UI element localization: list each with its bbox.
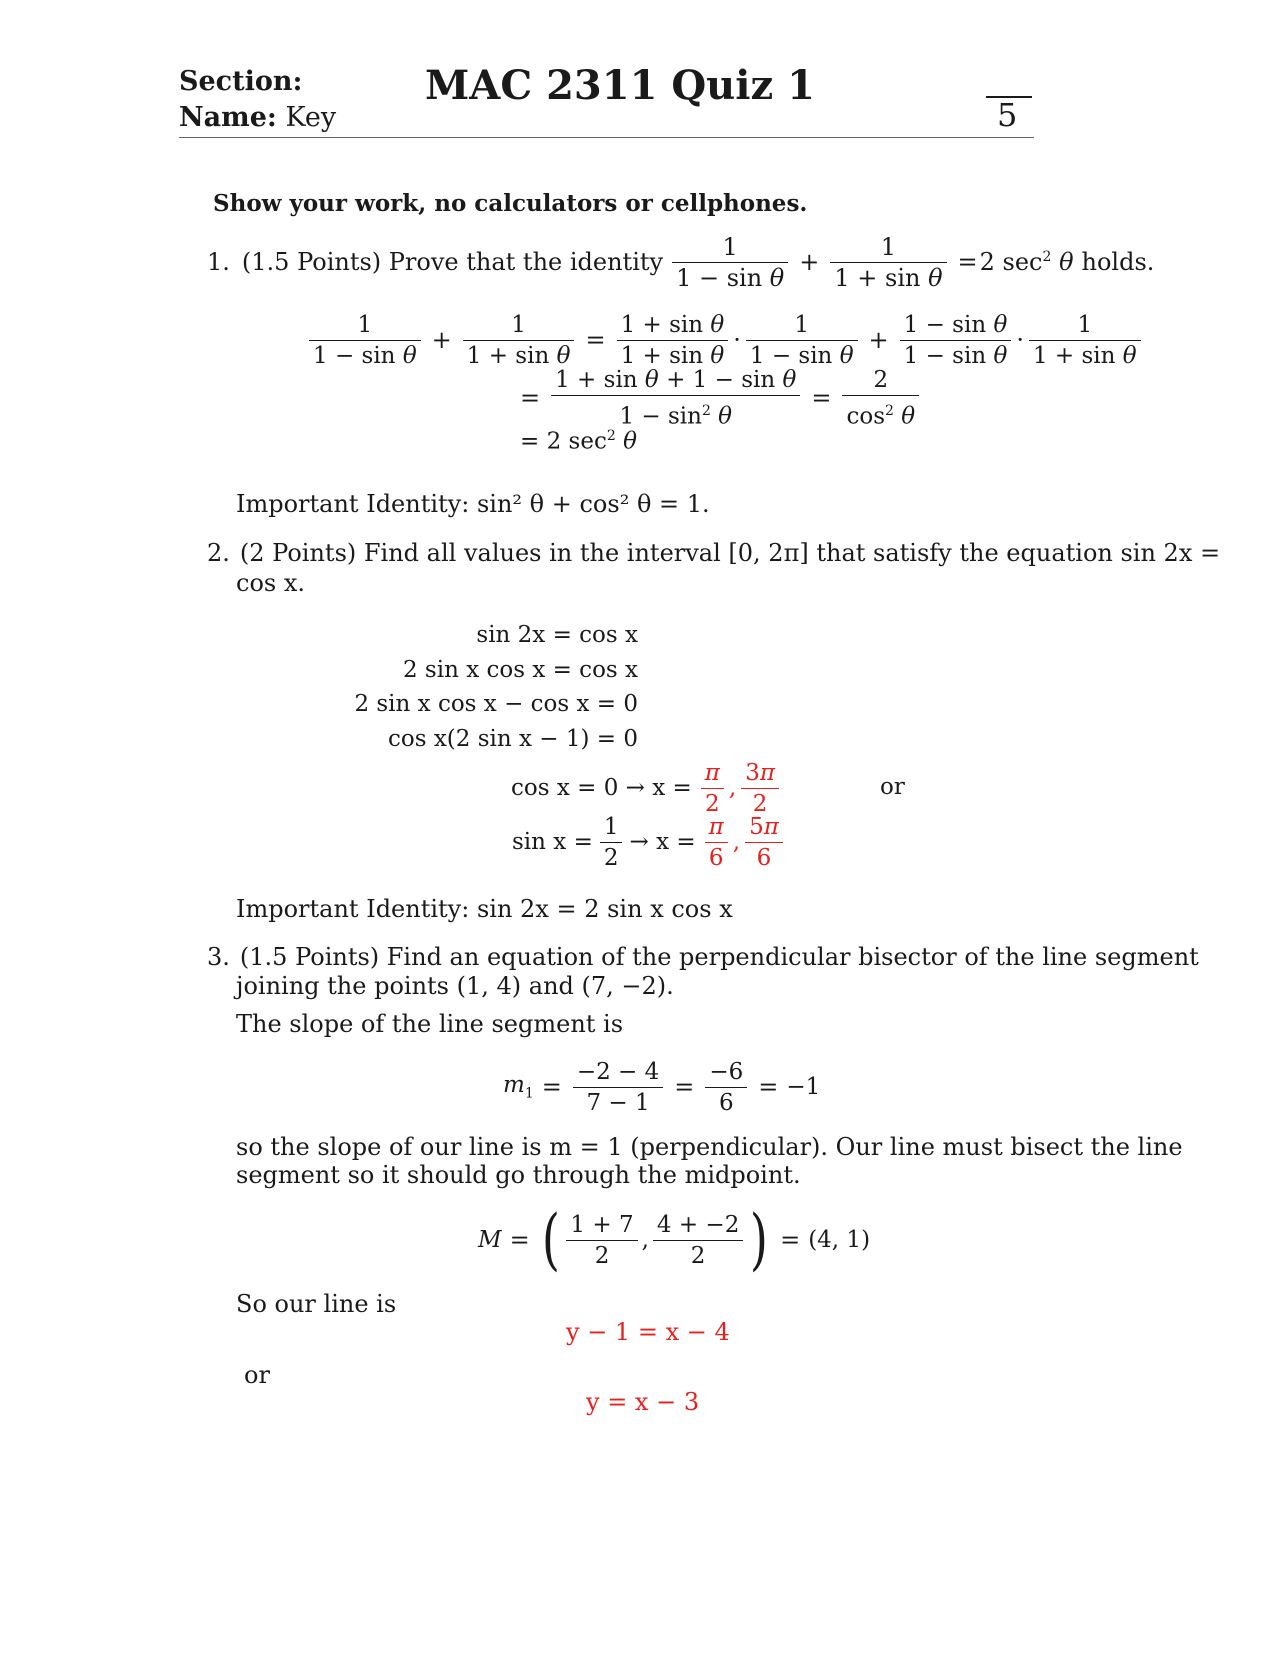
name-value: Key xyxy=(285,102,337,133)
q1-prompt-text: (1.5 Points) Prove that the identity xyxy=(241,248,664,276)
q3-midpoint: M = ( $\frac{1 + 7}{2}$ , $\frac{4 + -2}{2}$ ) = (4, 1) xyxy=(478,1201,871,1278)
q2-step: 2 sin x cos x = cos x xyxy=(402,656,638,683)
instructions: Show your work, no calculators or cellphones. xyxy=(213,190,808,217)
q1-identity-formula: sin² θ + cos² θ = 1. xyxy=(476,490,710,518)
q1-step2: = $\frac{\text{1 + sin θ + 1 − sin θ}}{1 - \sin^2 \theta}$ = $\frac{2}{\cos^2 \theta}$ xyxy=(520,366,922,430)
q2-or: or xyxy=(880,774,905,800)
q1-frac-b: $\frac{1}{\text{1 + sin θ}}$ xyxy=(830,232,946,293)
q2-step: sin 2x = cos x xyxy=(476,622,638,648)
q2-identity-formula: sin 2x = 2 sin x cos x xyxy=(476,895,733,923)
q3-prompt-line2: joining the points (1, 4) and (7, −2). xyxy=(236,972,674,1000)
q1-step1: $\frac{1}{\text{1 − sin θ}}$ + $\frac{1}{\text{1 + sin θ}}$ = $\frac{\text{1 + sin θ}}{\text{1 + sin θ}}$ · $\frac{1}{\text{1 − sin θ}}$ + $\frac{\text{1 − sin θ}}{\text{1 − sin θ}}$ · $\frac{1}{\text{1 + sin θ}}$ xyxy=(306,308,1144,372)
q3-answer2: y = x − 3 xyxy=(586,1388,700,1416)
q2-case1: cos x = 0 → x = $\frac{\pi}{2}$ , $\frac{3\pi}{2}$ xyxy=(511,758,782,818)
q1-identity xyxy=(236,490,710,518)
q1-holds: holds. xyxy=(1081,248,1155,276)
page-title: MAC 2311 Quiz 1 xyxy=(425,62,815,109)
q2-steps xyxy=(300,618,638,756)
header-rule xyxy=(179,137,1034,138)
q3-answer1: y − 1 = x − 4 xyxy=(566,1318,730,1346)
q3-prompt-text: (1.5 Points) Find an equation of the perpendicular bisector of the line segment xyxy=(239,943,1199,971)
score: 5 xyxy=(997,96,1018,134)
q2-case2-arrow: → x = xyxy=(629,829,696,855)
q1-identity-label: Important Identity: xyxy=(236,490,470,518)
q2-case2: sin x = $\frac{1}{2}$ → x = $\frac{\pi}{6}$ , $\frac{5\pi}{6}$ xyxy=(512,812,786,872)
q3-para-line1: so the slope of our line is m = 1 (perpendicular). Our line must bisect the line xyxy=(236,1133,1183,1161)
q3-prompt-line1 xyxy=(207,943,1199,971)
q3-slope-calc: $m_1$ = $\frac{-2 - 4}{7 - 1}$ = $\frac{-6}{6}$ = −1 xyxy=(503,1058,821,1116)
q3-para-line2: segment so it should go through the midpoint. xyxy=(236,1161,801,1189)
q2-step: 2 sin x cos x − cos x = 0 xyxy=(354,691,638,717)
q2-identity-label: Important Identity: xyxy=(236,895,470,923)
q3-slope-text: The slope of the line segment is xyxy=(236,1010,624,1038)
q1-number: 1. xyxy=(207,248,230,276)
q2-number: 2. xyxy=(207,539,230,567)
section-label: Section: xyxy=(179,66,303,97)
q3-so-line: So our line is xyxy=(236,1290,397,1318)
q2-case2-left: sin x = xyxy=(512,829,593,855)
q2-step: cos x(2 sin x − 1) = 0 xyxy=(387,725,638,752)
q3-or: or xyxy=(244,1361,270,1389)
q2-prompt-text: (2 Points) Find all values in the interval [0, 2π] that satisfy the equation sin 2x = xyxy=(239,539,1221,567)
q1-step3: = 2 $\sec^2 \theta$ xyxy=(520,428,637,455)
q1-prompt: 1. (1.5 Points) Prove that the identity $\frac{1}{\text{1 − sin θ}}$ + $\frac{1}{\text{1 + sin θ}}$ = 2 $\sec^2 \theta$ holds. xyxy=(207,232,1155,292)
name-label xyxy=(179,102,336,133)
q1-frac-a: $\frac{1}{\text{1 − sin θ}}$ xyxy=(672,232,788,293)
q3-number: 3. xyxy=(207,943,230,971)
name-label-text: Name: xyxy=(179,102,277,133)
q2-case1-text: cos x = 0 → x = xyxy=(511,775,692,801)
q2-prompt-line2: cos x. xyxy=(236,569,305,597)
q2-prompt-line1 xyxy=(207,539,1220,567)
q2-identity xyxy=(236,895,733,923)
